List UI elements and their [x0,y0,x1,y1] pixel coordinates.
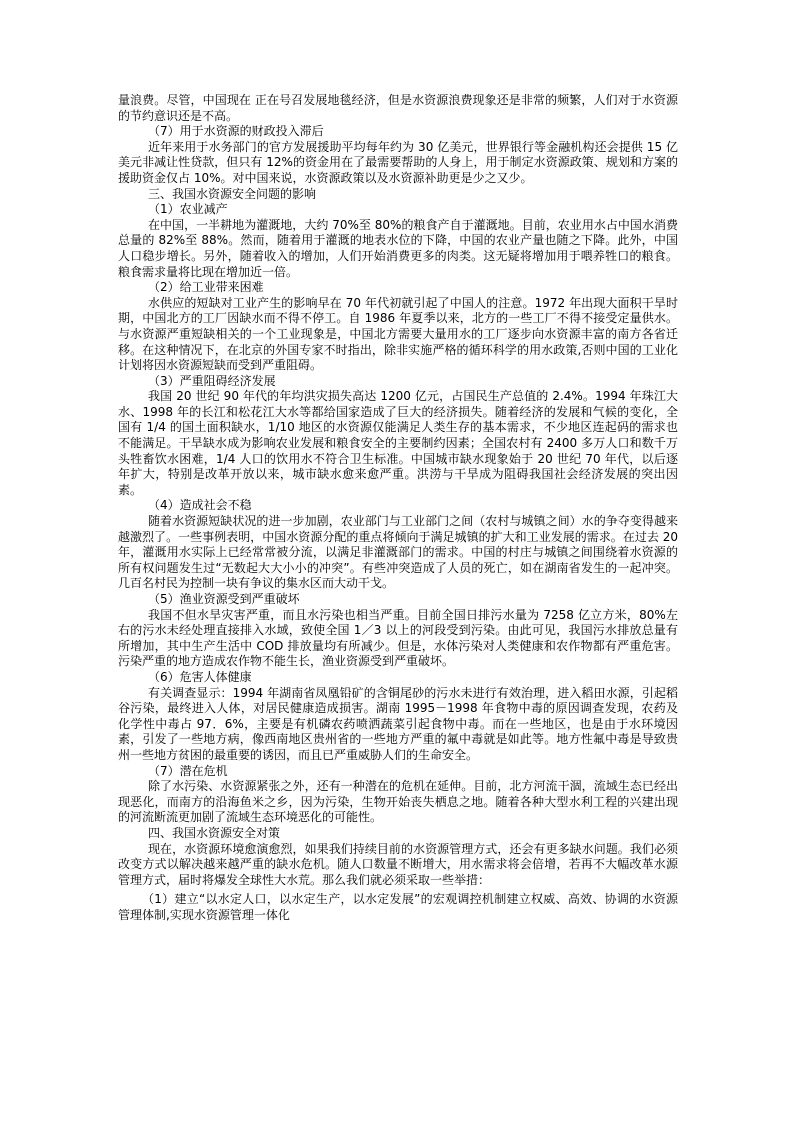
s3-heading-1: （1）农业减产 [148,202,228,217]
s3-heading-2: （2）给工业带来困难 [148,280,264,295]
intro-paragraph: 量浪费。尽管，中国现在 正在号召发展地毯经济，但是水资源浪费现象还是非常的频繁，人们对于水资源的节约意识还是不高。 [118,93,678,123]
s4-paragraph-intro: 现在，水资源环境愈演愈烈，如果我们持续目前的水资源管理方式，还会有更多缺水问题。我们必须改变方式以解决越来越严重的缺水危机。随人口数量不断增大，用水需求将会倍增，若再不大幅改革水源管理方式，届时将爆发全球性大水荒。那么我们就必须采取一些举措： [118,841,678,887]
s3-paragraph-3: 我国 20 世纪 90 年代的年均洪灾损失高达 1200 亿元，占国民生产总值的 2.4%。1994 年珠江大水、1998 年的长江和松花江大水等都给国家造成了巨大的经济损失。随着经济的发展和气候的变化，全国有 1/4 的国土面积缺水，1/10 地区的水资源仅能满足人类生存的基本需求，不少地区连起码的需求也不能满足。干旱缺水成为影响农业发展和粮食安全的主要制约因素；全国农村有 2400 多万人口和数千万头牲畜饮水困难，1/4 人口的饮用水不符合卫生标准。中国城市缺水现象始于 20 世纪 70 年代，以后逐年扩大，特别是改革开放以来，城市缺水愈来愈严重。洪涝与干旱成为阻碍我国社会经济发展的突出因素。 [118,389,678,497]
s3-heading-7: （7）潜在危机 [148,763,228,778]
section-3-heading: 三、我国水资源安全问题的影响 [148,186,317,201]
s3-paragraph-4: 随着水资源短缺状况的进一步加剧，农业部门与工业部门之间（农村与城镇之间）水的争夺变得越来越激烈了。一些事例表明，中国水资源分配的重点将倾向于满足城镇的扩大和工业发展的需求。在过去 20 年，灌溉用水实际上已经常常被分流，以满足非灌溉部门的需求。中国的村庄与城镇之间围绕着水资源的所有权问题发生过“无数起大大小小的冲突”。有些冲突造成了人员的死亡，如在湖南省发生的一起冲突。几百名村民为控制一块有争议的集水区而大动干戈。 [118,514,678,591]
paragraph-item-7: 近年来用于水务部门的官方发展援助平均每年约为 30 亿美元，世界银行等金融机构还会提供 15 亿美元非减让性贷款，但只有 12%的资金用在了最需要帮助的人身上，用于制定水资源政策、规划和方案的援助资金仅占 10%。对中国来说，水资源政策以及水资源补助更是少之又少。 [118,139,678,185]
s3-heading-3: （3）严重阻碍经济发展 [148,373,276,388]
s3-heading-5: （5）渔业资源受到严重破坏 [148,592,300,606]
s3-heading-4: （4）造成社会不稳 [148,498,252,513]
s3-heading-6: （6）危害人体健康 [148,669,252,684]
document-page [118,93,678,923]
s3-paragraph-5: 我国不但水旱灾害严重，而且水污染也相当严重。目前全国日排污水量为 7258 亿立方米，80%左右的污水未经处理直接排入水域，致使全国 1／3 以上的河段受到污染。由此可见，我国污水排放总量有所增加，其中生产生活中 COD 排放量均有所减少。但是，水体污染对人类健康和农作物都有严重危害。污染严重的地方造成农作物不能生长，渔业资源受到严重破坏。 [118,607,678,669]
s4-paragraph-1: （1）建立“以水定人口，以水定生产，以水定发展”的宏观调控机制建立权威、高效、协调的水资源管理体制,实现水资源管理一体化 [118,892,678,922]
section-4-heading: 四、我国水资源安全对策 [148,825,281,840]
s3-paragraph-2: 水供应的短缺对工业产生的影响早在 70 年代初就引起了中国人的注意。1972 年出现大面积干旱时期，中国北方的工厂因缺水而不得不停工。自 1986 年夏季以来，北方的一些工厂不得不接受定量供水。与水资源严重短缺相关的一个工业现象是，中国北方需要大量用水的工厂逐步向水资源丰富的南方各省迁移。在这种情况下，在北京的外国专家不时指出，除非实施严格的循环科学的用水政策,否则中国的工业化计划将因水资源短缺而受到严重阻碍。 [118,295,678,373]
heading-item-7: （7）用于水资源的财政投入滞后 [148,124,324,139]
s3-paragraph-7: 除了水污染、水资源紧张之外，还有一种潜在的危机在延伸。目前，北方河流干涸，流域生态已经出现恶化，而南方的沿海鱼米之乡，因为污染，生物开始丧失栖息之地。随着各种大型水利工程的兴建出现的河流断流更加剧了流域生态环境恶化的可能性。 [118,779,678,825]
s3-paragraph-1: 在中国，一半耕地为灌溉地，大约 70%至 80%的粮食产自于灌溉地。目前，农业用水占中国水消费总量的 82%至 88%。然而，随着用于灌溉的地表水位的下降，中国的农业产量也随之下降。此外，中国人口稳步增长。另外，随着收入的增加，人们开始消费更多的肉类。这无疑将增加用于喂养牲口的粮食。粮食需求量将比现在增加近一倍。 [118,217,678,279]
s3-paragraph-6: 有关调查显示：1994 年湖南省凤凰铅矿的含铜尾砂的污水未进行有效治理，进入稻田水源，引起稻谷污染，最终进入人体，对居民健康造成损害。湖南 1995－1998 年食物中毒的原因调查发现，农药及化学性中毒占 97．6%，主要是有机磷农药喷洒蔬菜引起食物中毒。而在一些地区，也是由于水环境因素，引发了一些地方病，像西南地区贵州省的一些地方严重的氟中毒就是如此等。地方性氟中毒是导致贵州一些地方贫困的最重要的诱因，而且已严重威胁人们的生命安全。 [118,685,678,762]
